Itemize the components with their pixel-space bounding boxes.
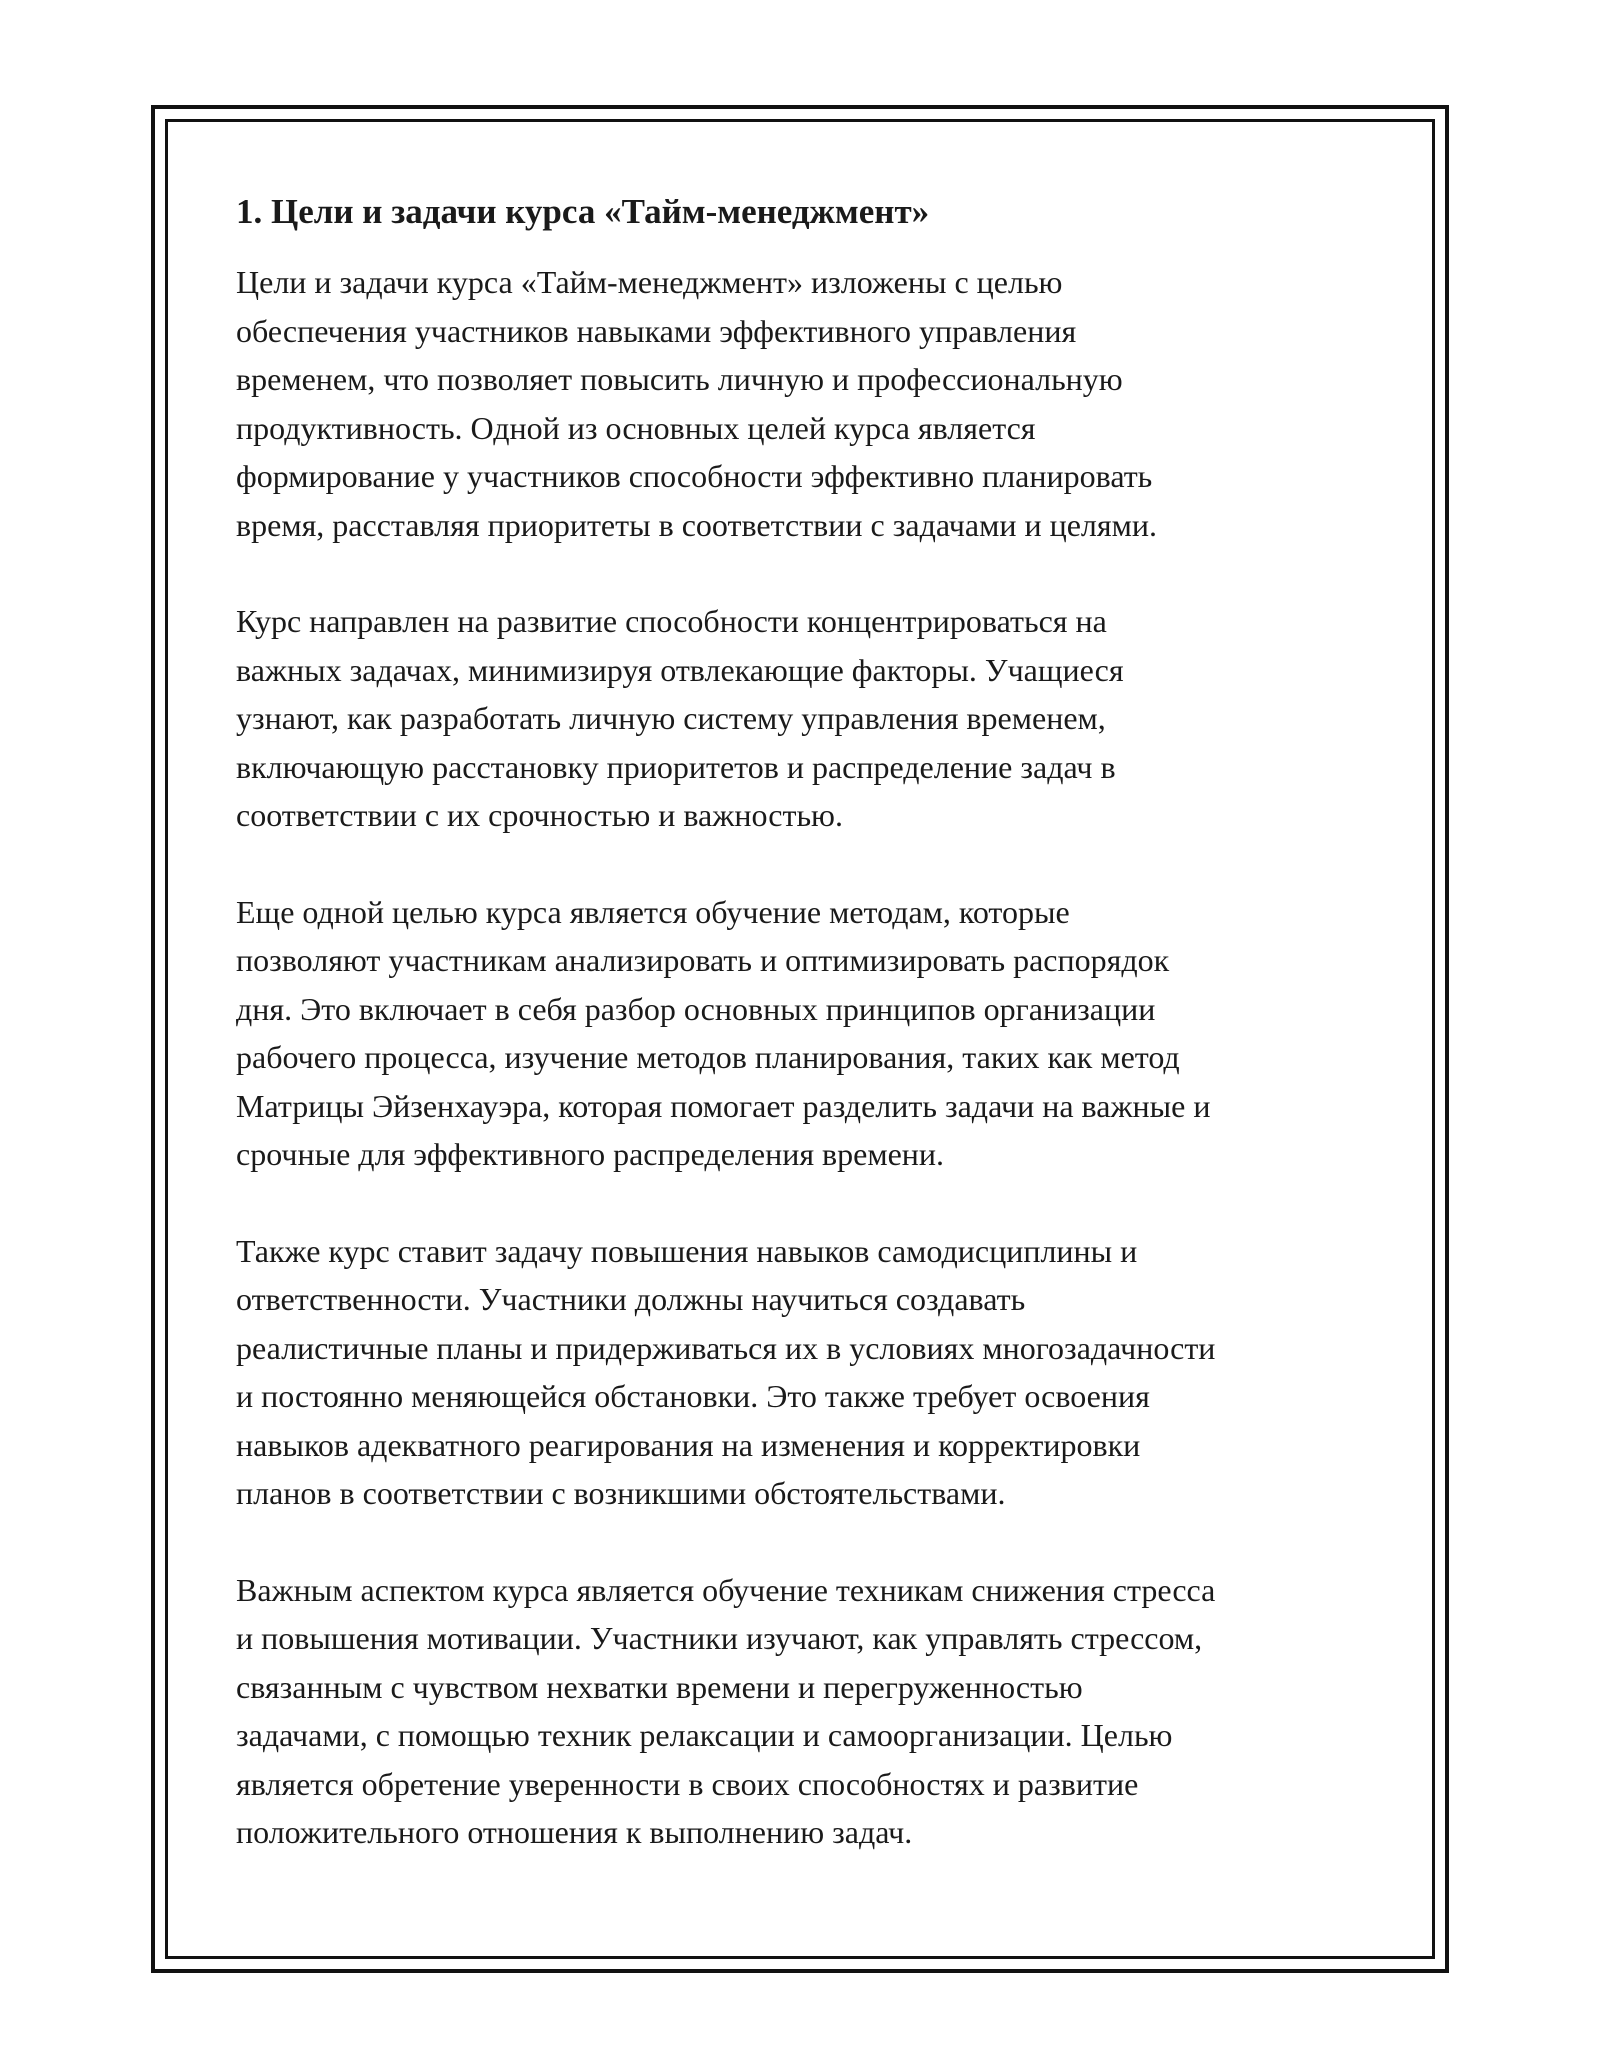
text-line: формирование у участников способности эффективно планировать [236,458,1153,494]
text-line: время, расставляя приоритеты в соответствии с задачами и целями. [236,506,1157,543]
text-line: Цели и задачи курса «Тайм-менеджмент» изложены с целью [236,264,1063,300]
text-line: планов в соответствии с возникшими обстоятельствами. [236,1475,1006,1511]
paragraph-5 [236,1566,1386,1857]
text-line: навыков адекватного реагирования на изменения и корректировки [236,1426,1141,1463]
text-line: временем, что позволяет повысить личную и профессиональную [236,361,1123,397]
paragraph-3 [236,888,1386,1179]
text-line: важных задачах, минимизируя отвлекающие факторы. Учащиеся [236,651,1124,688]
text-line: является обретение уверенности в своих способностях и развитие [236,1765,1139,1802]
text-line: Еще одной целью курса является обучение методам, которые [236,893,1070,930]
text-line: позволяют участникам анализировать и оптимизировать распорядок [236,942,1170,978]
text-line: Курс направлен на развитие способности концентрироваться на [236,603,1107,639]
text-line: обеспечения участников навыками эффективного управления [236,312,1077,349]
text-line: положительного отношения к выполнению задач. [236,1814,913,1850]
paragraph-1 [236,258,1386,549]
text-line: рабочего процесса, изучение методов планирования, таких как метод [236,1039,1180,1075]
text-line: Также курс ставит задачу повышения навыков самодисциплины и [236,1232,1138,1269]
text-line: и постоянно меняющейся обстановки. Это также требует освоения [236,1378,1150,1414]
text-line: соответствии с их срочностью и важностью. [236,797,843,833]
text-line: узнают, как разработать личную систему управления временем, [236,700,1106,736]
text-line: и повышения мотивации. Участники изучают, как управлять стрессом, [236,1620,1203,1656]
text-line: Матрицы Эйзенхауэра, которая помогает разделить задачи на важные и [236,1087,1211,1124]
section-heading: 1. Цели и задачи курса «Тайм-менеджмент» [236,192,930,231]
text-line: включающую расстановку приоритетов и распределение задач в [236,748,1116,785]
text-line: Важным аспектом курса является обучение техникам снижения стресса [236,1571,1216,1608]
text-line: продуктивность. Одной из основных целей курса является [236,409,1036,446]
text-line: дня. Это включает в себя разбор основных принципов организации [236,990,1156,1027]
paragraph-2 [236,597,1386,840]
text-line: реалистичные планы и придерживаться их в условиях многозадачности [236,1329,1216,1366]
text-line: связанным с чувством нехватки времени и перегруженностью [236,1668,1083,1705]
text-line: срочные для эффективного распределения времени. [236,1136,945,1172]
text-line: ответственности. Участники должны научиться создавать [236,1281,1026,1317]
document-content [236,188,1386,1905]
paragraph-4 [236,1227,1386,1518]
text-line: задачами, с помощью техник релаксации и самоорганизации. Целью [236,1717,1173,1753]
